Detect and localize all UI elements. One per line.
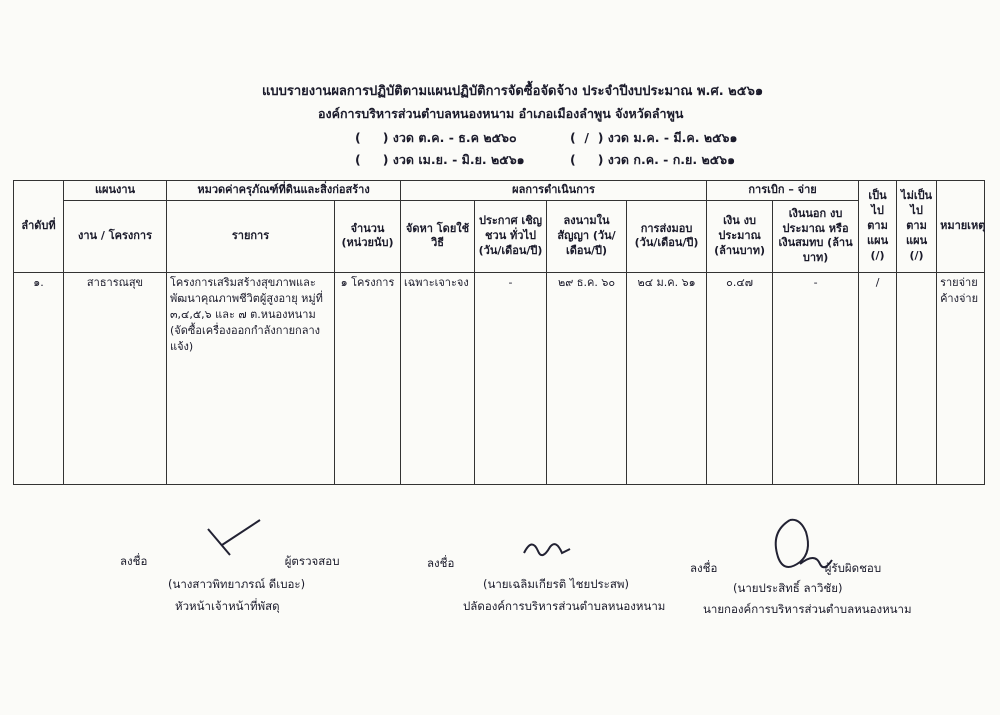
period-label-3: งวด เม.ย. - มิ.ย. ๒๕๖๑ xyxy=(392,152,525,167)
cell-off-plan xyxy=(897,272,937,484)
signature-2-prefix: ลงชื่อ xyxy=(427,556,455,570)
cell-method: เฉพาะเจาะจง xyxy=(401,272,475,484)
col-announce: ประกาศ เชิญชวน ทั่วไป (วัน/เดือน/ปี) xyxy=(475,200,547,272)
table-row xyxy=(14,272,985,484)
period-label-1: งวด ต.ค. - ธ.ค ๒๕๖๐ xyxy=(392,130,517,145)
cell-announce: - xyxy=(475,272,547,484)
cell-project: สาธารณสุข xyxy=(64,272,167,484)
signature-1-name: (นางสาวพิทยาภรณ์ ดีเบอะ) xyxy=(168,577,306,591)
cell-delivery: ๒๔ ม.ค. ๖๑ xyxy=(627,272,707,484)
signature-1-role: ผู้ตรวจสอบ xyxy=(284,554,340,568)
period-label-2: งวด ม.ค. - มี.ค. ๒๕๖๑ xyxy=(607,130,738,145)
signature-3-prefix: ลงชื่อ xyxy=(690,561,718,575)
period-label-4: งวด ก.ค. - ก.ย. ๒๕๖๑ xyxy=(607,152,736,167)
col-on-plan: เป็น ไป ตาม แผน (/) xyxy=(859,181,897,273)
signature-2-name: (นายเฉลิมเกียรติ ไชยประสพ) xyxy=(483,577,629,591)
signature-1-prefix: ลงชื่อ xyxy=(120,554,148,568)
procurement-report-table xyxy=(13,180,985,485)
col-item: รายการ xyxy=(167,200,335,272)
cell-qty: ๑ โครงการ xyxy=(335,272,401,484)
period-option-2: ( / ) งวด ม.ค. - มี.ค. ๒๕๖๑ xyxy=(570,130,738,145)
signature-1-sign-line xyxy=(120,553,340,571)
period-check-2: / xyxy=(584,130,589,145)
cell-contract: ๒๙ ธ.ค. ๖๐ xyxy=(547,272,627,484)
organization-line: องค์การบริหารส่วนตำบลหนองหนาม อำเภอเมืองลำพูน จังหวัดลำพูน xyxy=(318,106,684,121)
cell-no: ๑. xyxy=(14,272,64,484)
period-option-4: ( ) งวด ก.ค. - ก.ย. ๒๕๖๑ xyxy=(570,152,736,167)
col-contract: ลงนามใน สัญญา (วัน/เดือน/ปี) xyxy=(547,200,627,272)
period-option-3: ( ) งวด เม.ย. - มิ.ย. ๒๕๖๑ xyxy=(355,152,525,167)
cell-nonbudget: - xyxy=(773,272,859,484)
signature-3-position: นายกองค์การบริหารส่วนตำบลหนองหนาม xyxy=(703,602,912,616)
col-plan-group: แผนงาน xyxy=(64,181,167,201)
col-off-plan: ไม่เป็น ไป ตาม แผน (/) xyxy=(897,181,937,273)
signature-3-name: (นายประสิทธิ์ ลาวิชัย) xyxy=(733,581,843,595)
col-delivery: การส่งมอบ (วัน/เดือน/ปี) xyxy=(627,200,707,272)
col-no: ลำดับที่ xyxy=(14,181,64,273)
cell-on-plan: / xyxy=(859,272,897,484)
col-budget: เงิน งบประมาณ (ล้านบาท) xyxy=(707,200,773,272)
period-option-1: ( ) งวด ต.ค. - ธ.ค ๒๕๖๐ xyxy=(355,130,517,145)
col-nonbudget: เงินนอก งบประมาณ หรือเงินสมทบ (ล้านบาท) xyxy=(773,200,859,272)
signature-1-position: หัวหน้าเจ้าหน้าที่พัสดุ xyxy=(175,599,280,613)
signature-3-sign-line xyxy=(690,560,881,578)
col-results: ผลการดำเนินการ xyxy=(401,181,707,201)
cell-remark: รายจ่ายค้างจ่าย xyxy=(937,272,985,484)
col-category: หมวดค่าครุภัณฑ์ที่ดินและสิ่งก่อสร้าง xyxy=(167,181,401,201)
report-title: แบบรายงานผลการปฏิบัติตามแผนปฏิบัติการจัดซื้อจัดจ้าง ประจำปีงบประมาณ พ.ศ. ๒๕๖๑ xyxy=(262,84,764,99)
col-method: จัดหา โดยใช้วิธี xyxy=(401,200,475,272)
col-remark: หมายเหตุ xyxy=(937,181,985,273)
col-qty: จำนวน (หน่วยนับ) xyxy=(335,200,401,272)
signature-3-role: ผู้รับผิดชอบ xyxy=(824,561,882,575)
cell-budget: ๐.๔๗ xyxy=(707,272,773,484)
cell-item: โครงการเสริมสร้างสุขภาพและพัฒนาคุณภาพชีวิตผู้สูงอายุ หมู่ที่ ๓,๔,๕,๖ และ ๗ ต.หนองหนาม (จัดซื้อเครื่องออกกำลังกายกลางแจ้ง) xyxy=(167,272,335,484)
signature-2-scribble xyxy=(520,535,575,565)
col-project: งาน / โครงการ xyxy=(64,200,167,272)
col-disburse: การเบิก – จ่าย xyxy=(707,181,859,201)
signature-2-position: ปลัดองค์การบริหารส่วนตำบลหนองหนาม xyxy=(463,599,666,613)
